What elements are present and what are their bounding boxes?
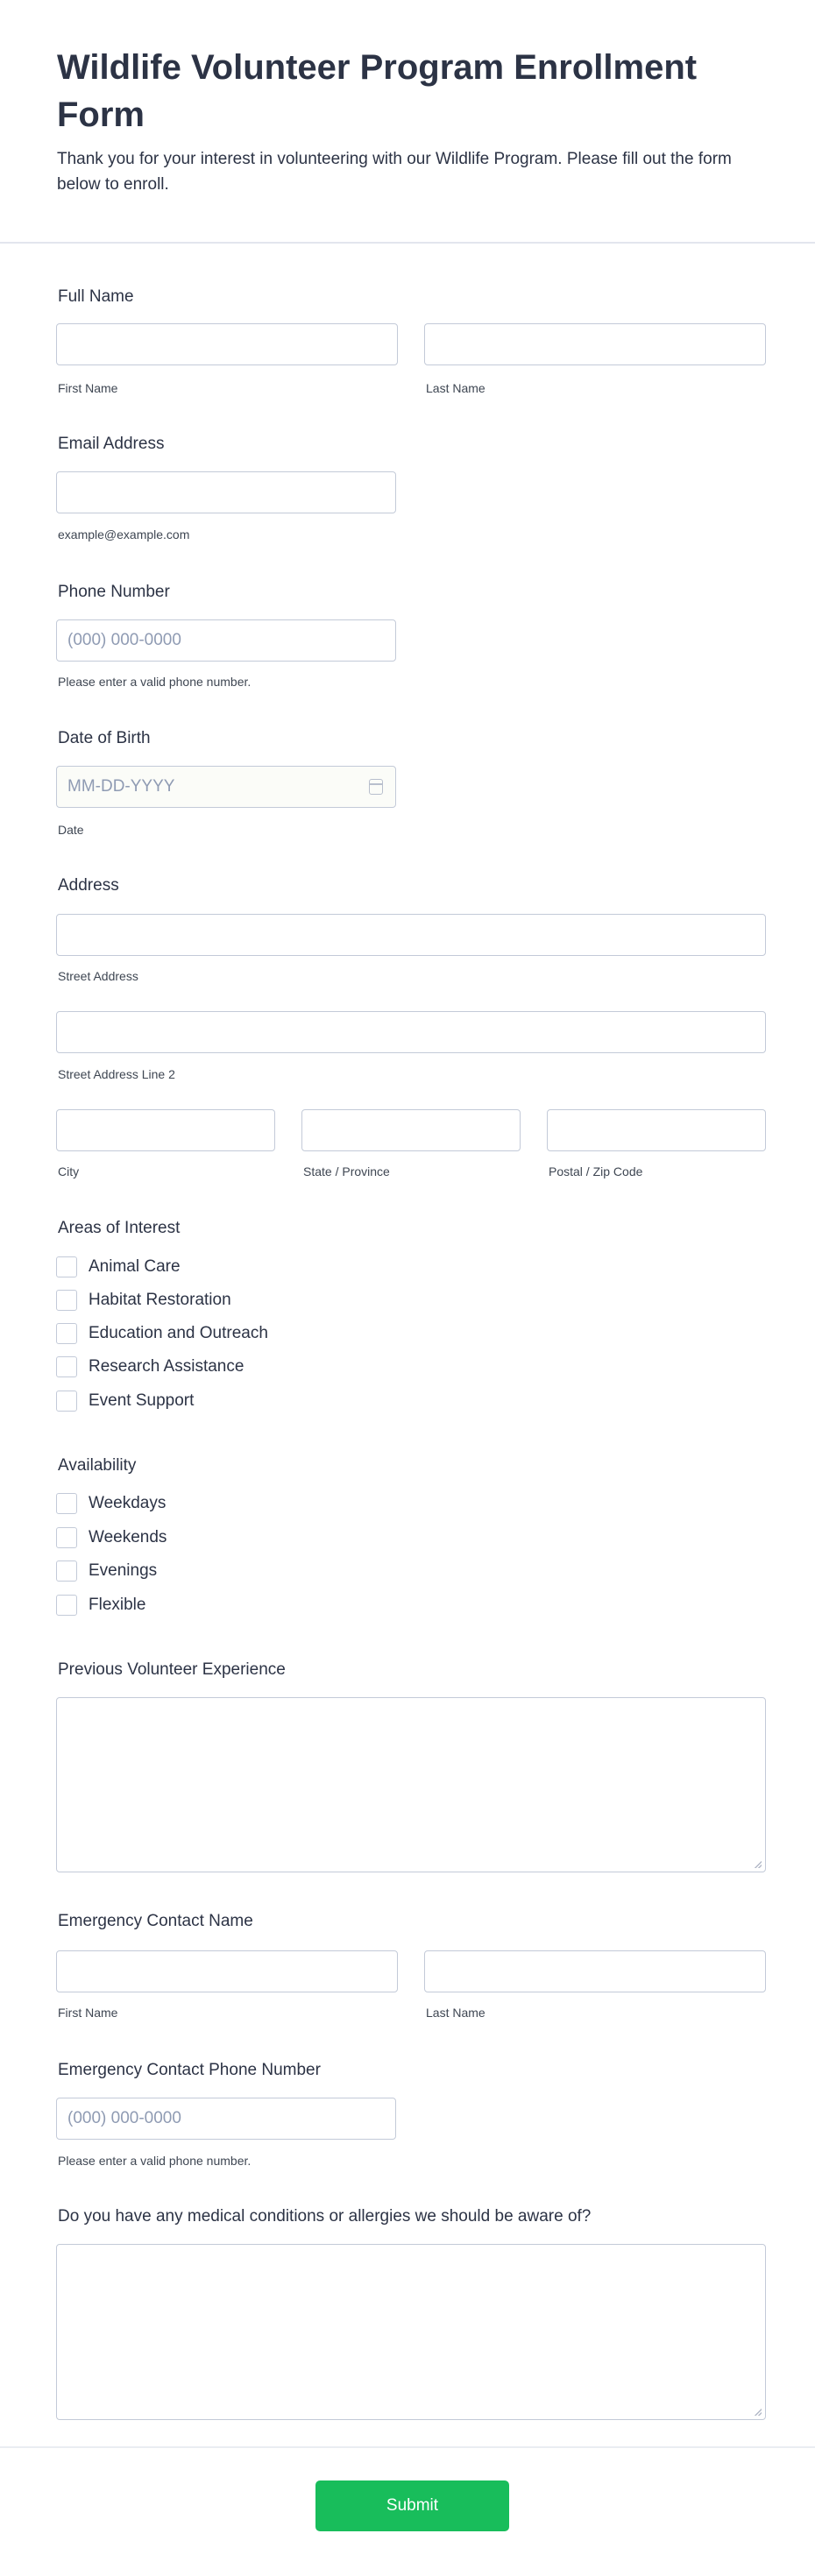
interests-label: Areas of Interest <box>58 1219 181 1237</box>
street2-input[interactable] <box>56 1011 766 1053</box>
email-sublabel: example@example.com <box>58 527 190 541</box>
emergency-last-name-input[interactable] <box>424 1950 766 1992</box>
emergency-phone-sublabel: Please enter a valid phone number. <box>58 2154 252 2168</box>
option-label: Animal Care <box>89 1257 181 1276</box>
state-input[interactable] <box>301 1109 521 1151</box>
submit-button[interactable]: Submit <box>315 2480 509 2531</box>
dob-label: Date of Birth <box>58 729 151 747</box>
checkbox[interactable] <box>56 1290 77 1311</box>
dob-input[interactable] <box>56 766 396 808</box>
zip-input[interactable] <box>547 1109 766 1151</box>
checkbox[interactable] <box>56 1256 77 1277</box>
checkbox[interactable] <box>56 1323 77 1344</box>
dob-sublabel: Date <box>58 823 84 837</box>
interest-checkbox[interactable] <box>56 1256 181 1277</box>
option-label: Research Assistance <box>89 1357 244 1376</box>
medical-textarea[interactable] <box>56 2244 766 2420</box>
form-description: Thank you for your interest in volunteering with our Wildlife Program. Please fill out the form below to enroll. <box>57 150 732 194</box>
phone-sublabel: Please enter a valid phone number. <box>58 675 252 689</box>
address-label: Address <box>58 876 119 895</box>
experience-textarea[interactable] <box>56 1697 766 1872</box>
checkbox[interactable] <box>56 1595 77 1616</box>
city-sublabel: City <box>58 1164 80 1178</box>
phone-label: Phone Number <box>58 583 170 601</box>
emergency-first-sublabel: First Name <box>58 2006 118 2020</box>
street2-sublabel: Street Address Line 2 <box>58 1067 175 1081</box>
availability-checkbox[interactable] <box>56 1493 166 1514</box>
full-name-label: Full Name <box>58 287 134 306</box>
option-label: Evenings <box>89 1561 158 1580</box>
availability-checkbox[interactable] <box>56 1560 157 1582</box>
page-title: Wildlife Volunteer Program Enrollment Form <box>57 48 698 134</box>
checkbox[interactable] <box>56 1356 77 1377</box>
option-label: Education and Outreach <box>89 1324 268 1342</box>
last-name-sublabel: Last Name <box>426 381 485 395</box>
availability-checkbox[interactable] <box>56 1595 145 1616</box>
calendar-icon[interactable] <box>369 779 383 795</box>
city-input[interactable] <box>56 1109 275 1151</box>
experience-label: Previous Volunteer Experience <box>58 1660 286 1679</box>
phone-input[interactable]: (000) 000-0000 <box>56 619 396 662</box>
availability-checkbox[interactable] <box>56 1527 167 1548</box>
email-label: Email Address <box>58 435 165 453</box>
street-input[interactable] <box>56 914 766 956</box>
emergency-last-sublabel: Last Name <box>426 2006 485 2020</box>
option-label: Weekends <box>89 1528 167 1546</box>
interest-checkbox[interactable] <box>56 1356 244 1377</box>
header-divider <box>0 242 815 244</box>
option-label: Flexible <box>89 1596 146 1614</box>
checkbox[interactable] <box>56 1560 77 1582</box>
option-label: Habitat Restoration <box>89 1291 231 1309</box>
emergency-name-label: Emergency Contact Name <box>58 1912 253 1930</box>
emergency-phone-label: Emergency Contact Phone Number <box>58 2061 321 2079</box>
emergency-phone-input[interactable]: (000) 000-0000 <box>56 2098 396 2140</box>
last-name-input[interactable] <box>424 323 766 365</box>
interest-checkbox[interactable] <box>56 1290 231 1311</box>
emergency-first-name-input[interactable] <box>56 1950 398 1992</box>
dob-placeholder: MM-DD-YYYY <box>67 777 175 796</box>
first-name-input[interactable] <box>56 323 398 365</box>
option-label: Event Support <box>89 1391 195 1410</box>
street-sublabel: Street Address <box>58 969 138 983</box>
footer-divider <box>0 2446 815 2448</box>
interest-checkbox[interactable] <box>56 1323 268 1344</box>
first-name-sublabel: First Name <box>58 381 118 395</box>
email-input[interactable] <box>56 471 396 513</box>
resize-handle-icon[interactable] <box>755 1861 762 1868</box>
interest-checkbox[interactable] <box>56 1391 194 1412</box>
checkbox[interactable] <box>56 1391 77 1412</box>
availability-label: Availability <box>58 1456 137 1475</box>
zip-sublabel: Postal / Zip Code <box>549 1164 643 1178</box>
checkbox[interactable] <box>56 1527 77 1548</box>
checkbox[interactable] <box>56 1493 77 1514</box>
state-sublabel: State / Province <box>303 1164 390 1178</box>
option-label: Weekdays <box>89 1494 167 1512</box>
resize-handle-icon[interactable] <box>755 2409 762 2416</box>
medical-label: Do you have any medical conditions or allergies we should be aware of? <box>58 2207 592 2226</box>
